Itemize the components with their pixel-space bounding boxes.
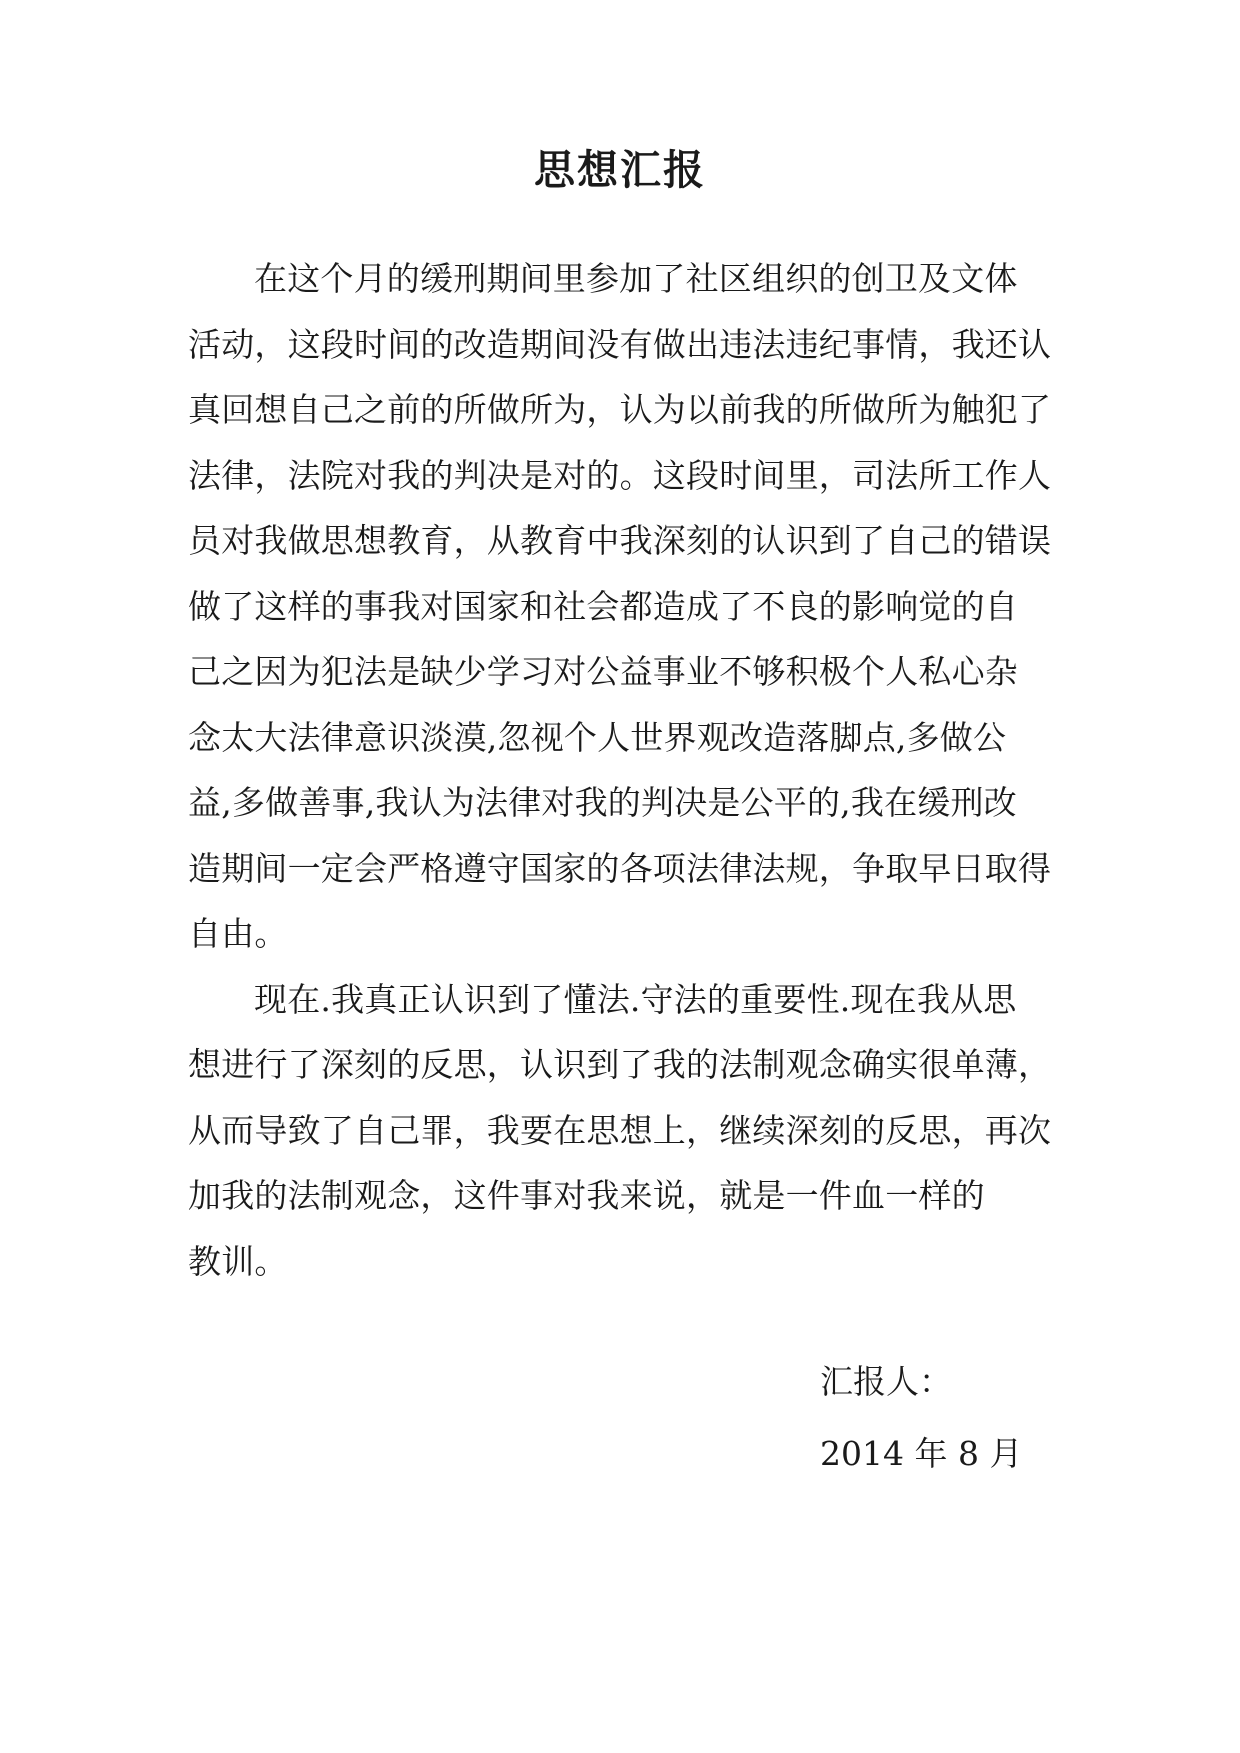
paragraph-line: 加我的法制观念，这件事对我来说，就是一件血一样的 — [188, 1176, 985, 1215]
signature-block — [820, 1346, 1022, 1490]
paragraph-line: 员对我做思想教育，从教育中我深刻的认识到了自己的错误 — [188, 521, 1052, 560]
paragraph-line: 真回想自己之前的所做所为，认为以前我的所做所为触犯了 — [188, 390, 1052, 429]
paragraph-line: 在这个月的缓刑期间里参加了社区组织的创卫及文体 — [254, 259, 1018, 298]
paragraph-line: 念太大法律意识淡漠,忽视个人世界观改造落脚点,多做公 — [188, 717, 1007, 757]
paragraph-line: 想进行了深刻的反思，认识到了我的法制观念确实很单薄， — [188, 1045, 1052, 1084]
paragraph-line: 法律，法院对我的判决是对的。这段时间里，司法所工作人 — [188, 455, 1052, 495]
paragraph-line: 益,多做善事,我认为法律对我的判决是公平的,我在缓刑改 — [188, 783, 1017, 822]
paragraph-line: 教训。 — [188, 1241, 288, 1281]
document-body — [188, 246, 1058, 1294]
paragraph-line: 做了这样的事我对国家和社会都造成了不良的影响觉的自 — [188, 586, 1018, 626]
paragraph-line: 活动，这段时间的改造期间没有做出违法违纪事情，我还认 — [188, 324, 1052, 364]
document-title: 思想汇报 — [534, 146, 706, 194]
paragraph-line: 从而导致了自己罪，我要在思想上，继续深刻的反思，再次 — [188, 1110, 1052, 1150]
paragraph-1 — [188, 246, 1058, 967]
paragraph-line: 造期间一定会严格遵守国家的各项法律法规，争取早日取得 — [188, 848, 1052, 888]
report-date: 2014 年 8 月 — [820, 1434, 1023, 1473]
paragraph-2 — [188, 967, 1058, 1295]
paragraph-line: 现在.我真正认识到了懂法.守法的重要性.现在我从思 — [254, 979, 1017, 1019]
paragraph-line: 自由。 — [188, 914, 288, 953]
reporter-label: 汇报人： — [820, 1362, 952, 1401]
paragraph-line: 己之因为犯法是缺少学习对公益事业不够积极个人私心杂 — [188, 652, 1018, 691]
